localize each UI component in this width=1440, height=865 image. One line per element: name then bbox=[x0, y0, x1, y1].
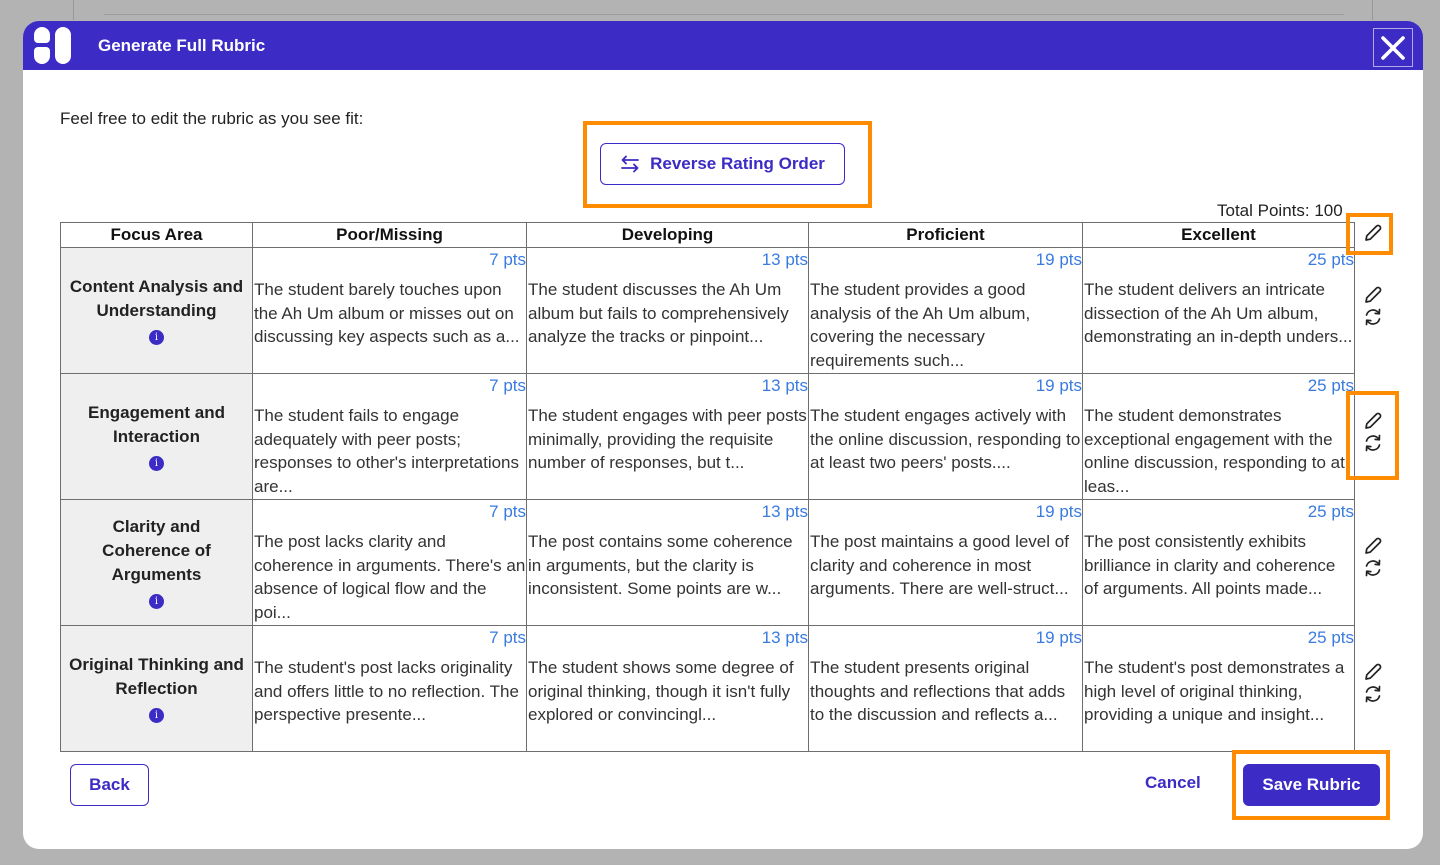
close-icon bbox=[1380, 35, 1406, 61]
generate-rubric-modal bbox=[23, 21, 1423, 849]
info-icon[interactable]: i bbox=[149, 708, 164, 723]
points-value: 13 pts bbox=[761, 250, 808, 269]
points-value: 25 pts bbox=[1307, 376, 1354, 395]
focus-area-label: Content Analysis and Understanding bbox=[69, 276, 244, 320]
table-row bbox=[61, 500, 1355, 626]
row-actions bbox=[1359, 535, 1387, 579]
header-focus-area: Focus Area bbox=[61, 223, 253, 248]
background-divider bbox=[73, 0, 74, 20]
info-icon[interactable]: i bbox=[149, 330, 164, 345]
rating-description: The post maintains a good level of clarity and coherence in most arguments. There are well-struct... bbox=[810, 532, 1069, 599]
rating-cell[interactable] bbox=[1083, 500, 1355, 626]
points-value: 25 pts bbox=[1307, 250, 1354, 269]
rating-cell[interactable] bbox=[527, 248, 809, 374]
header-excellent: Excellent bbox=[1083, 223, 1355, 248]
focus-area-cell[interactable] bbox=[61, 500, 253, 626]
table-row bbox=[61, 626, 1355, 752]
table-header-row bbox=[61, 223, 1355, 248]
points-value: 13 pts bbox=[761, 628, 808, 647]
points-value: 19 pts bbox=[1035, 628, 1082, 647]
swap-arrows-icon bbox=[620, 155, 640, 173]
rating-cell[interactable] bbox=[809, 248, 1083, 374]
focus-area-label: Clarity and Coherence of Arguments bbox=[102, 516, 211, 584]
rating-description: The post consistently exhibits brilliance in clarity and coherence of arguments. All points made... bbox=[1084, 532, 1336, 599]
rating-cell[interactable] bbox=[253, 248, 527, 374]
rating-description: The student's post lacks originality and offers little to no reflection. The perspective presente... bbox=[254, 658, 519, 725]
intro-text: Feel free to edit the rubric as you see fit: bbox=[60, 109, 364, 128]
highlight-box bbox=[1346, 391, 1399, 480]
points-value: 13 pts bbox=[761, 376, 808, 395]
points-value: 13 pts bbox=[761, 502, 808, 521]
table-row bbox=[61, 248, 1355, 374]
points-value: 19 pts bbox=[1035, 376, 1082, 395]
modal-header bbox=[23, 21, 1423, 70]
rating-description: The student provides a good analysis of the Ah Um album, covering the necessary requirements such... bbox=[810, 280, 1031, 371]
rating-description: The student shows some degree of original thinking, though it isn't fully explored or convincingl... bbox=[528, 658, 794, 725]
row-actions bbox=[1359, 284, 1387, 328]
rating-cell[interactable] bbox=[527, 500, 809, 626]
rating-description: The student's post demonstrates a high level of original thinking, providing a unique and insight... bbox=[1084, 658, 1345, 725]
reverse-rating-order-label: Reverse Rating Order bbox=[650, 154, 825, 173]
points-value: 7 pts bbox=[489, 376, 526, 395]
app-logo-icon bbox=[34, 27, 74, 64]
close-button[interactable] bbox=[1373, 28, 1413, 67]
modal-title: Generate Full Rubric bbox=[98, 36, 266, 55]
focus-area-cell[interactable] bbox=[61, 248, 253, 374]
rating-description: The student engages actively with the online discussion, responding to at least two peers' posts.... bbox=[810, 406, 1081, 473]
regenerate-icon[interactable] bbox=[1362, 306, 1384, 328]
rating-description: The student discusses the Ah Um album but fails to comprehensively analyze the tracks or pinpoint... bbox=[528, 280, 789, 347]
rating-description: The student barely touches upon the Ah Um album or misses out on discussing key aspects such as a... bbox=[254, 280, 520, 347]
points-value: 25 pts bbox=[1307, 502, 1354, 521]
edit-pencil-icon[interactable] bbox=[1362, 535, 1384, 557]
rating-cell[interactable] bbox=[1083, 248, 1355, 374]
rating-description: The student presents original thoughts and reflections that adds to the discussion and reflects a... bbox=[810, 658, 1066, 725]
header-developing: Developing bbox=[527, 223, 809, 248]
info-icon[interactable]: i bbox=[149, 594, 164, 609]
focus-area-cell[interactable] bbox=[61, 626, 253, 752]
points-value: 25 pts bbox=[1307, 628, 1354, 647]
rating-description: The student fails to engage adequately with peer posts; responses to other's interpretations are... bbox=[254, 406, 520, 497]
rating-cell[interactable] bbox=[527, 374, 809, 500]
rating-cell[interactable] bbox=[809, 500, 1083, 626]
cancel-button[interactable]: Cancel bbox=[1145, 773, 1201, 792]
rating-description: The student delivers an intricate dissection of the Ah Um album, demonstrating an in-depth unders... bbox=[1084, 280, 1353, 347]
points-value: 19 pts bbox=[1035, 502, 1082, 521]
rating-cell[interactable] bbox=[253, 626, 527, 752]
table-row bbox=[61, 374, 1355, 500]
focus-area-label: Engagement and Interaction bbox=[88, 402, 225, 446]
rating-cell[interactable] bbox=[253, 500, 527, 626]
rating-cell[interactable] bbox=[1083, 374, 1355, 500]
back-button[interactable]: Back bbox=[70, 764, 149, 806]
reverse-rating-order-button[interactable] bbox=[600, 143, 845, 185]
edit-pencil-icon[interactable] bbox=[1362, 661, 1384, 683]
points-value: 7 pts bbox=[489, 250, 526, 269]
focus-area-cell[interactable] bbox=[61, 374, 253, 500]
regenerate-icon[interactable] bbox=[1362, 683, 1384, 705]
rubric-table bbox=[60, 222, 1355, 752]
info-icon[interactable]: i bbox=[149, 456, 164, 471]
points-value: 19 pts bbox=[1035, 250, 1082, 269]
rating-cell[interactable] bbox=[253, 374, 527, 500]
focus-area-label: Original Thinking and Reflection bbox=[69, 654, 244, 698]
rating-cell[interactable] bbox=[527, 626, 809, 752]
background-divider bbox=[1372, 0, 1373, 20]
row-actions bbox=[1359, 661, 1387, 705]
header-proficient: Proficient bbox=[809, 223, 1083, 248]
rating-description: The student demonstrates exceptional engagement with the online discussion, responding to at leas... bbox=[1084, 406, 1345, 497]
highlight-box bbox=[1346, 213, 1393, 255]
points-value: 7 pts bbox=[489, 502, 526, 521]
rating-description: The post contains some coherence in arguments, but the clarity is inconsistent. Some points are w... bbox=[528, 532, 793, 599]
header-poor-missing: Poor/Missing bbox=[253, 223, 527, 248]
rating-cell[interactable] bbox=[809, 374, 1083, 500]
background-divider bbox=[104, 14, 1344, 15]
rating-cell[interactable] bbox=[809, 626, 1083, 752]
edit-pencil-icon[interactable] bbox=[1362, 284, 1384, 306]
rating-description: The student engages with peer posts minimally, providing the requisite number of responses, but t... bbox=[528, 406, 807, 473]
save-rubric-button[interactable]: Save Rubric bbox=[1243, 764, 1380, 806]
points-value: 7 pts bbox=[489, 628, 526, 647]
rating-cell[interactable] bbox=[1083, 626, 1355, 752]
total-points: Total Points: 100 bbox=[1217, 201, 1343, 220]
rating-description: The post lacks clarity and coherence in arguments. There's an absence of logical flow and the poi... bbox=[254, 532, 526, 623]
regenerate-icon[interactable] bbox=[1362, 557, 1384, 579]
